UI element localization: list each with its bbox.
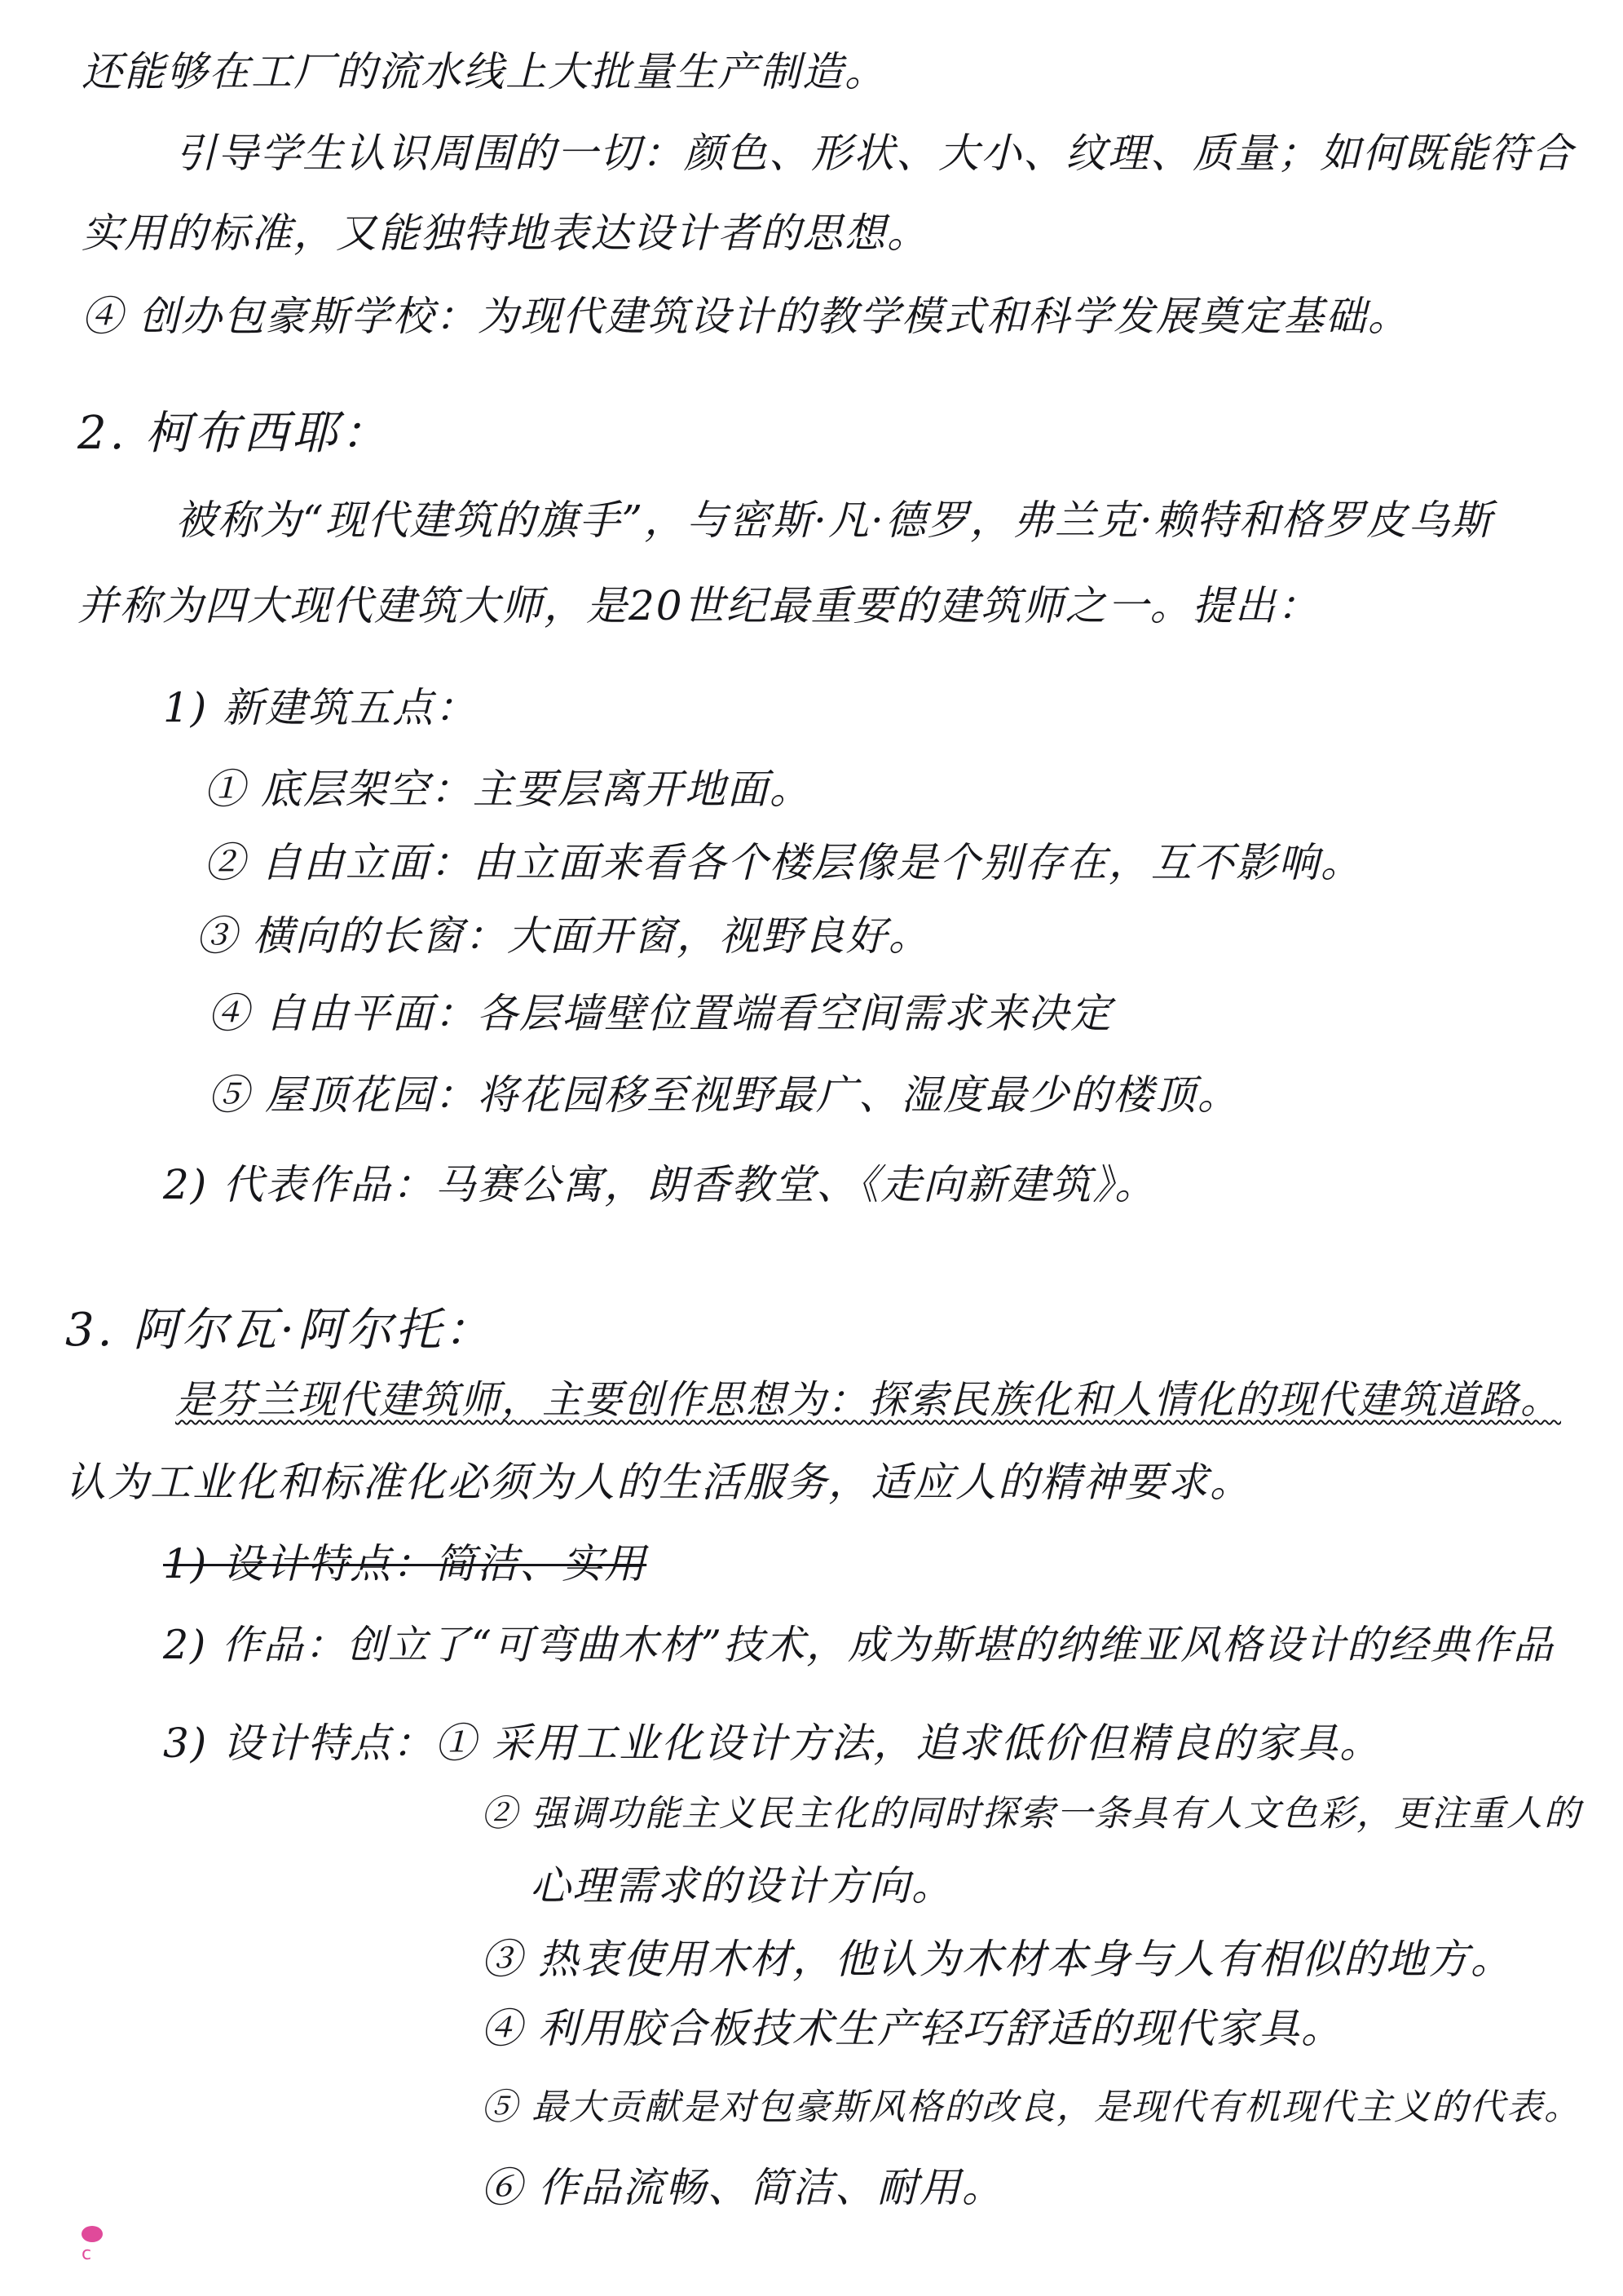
text-line: ④ 创办包豪斯学校：为现代建筑设计的教学模式和科学发展奠定基础。 [82,293,1410,340]
section-heading: 2. 柯布西耶： [77,407,390,460]
text-line: 实用的标准，又能独特地表达设计者的思想。 [82,210,929,257]
pink-mark [82,2226,103,2242]
list-item: ① 底层架空：主要层离开地面。 [204,766,812,813]
list-item: ⑥ 作品流畅、简洁、耐用。 [481,2164,1004,2211]
text-line: 引导学生认识周围的一切：颜色、形状、大小、纹理、质量；如何既能符合 [175,130,1574,177]
list-item: ④ 自由平面：各层墙壁位置端看空间需求来决定 [208,990,1113,1037]
subheading: 2) 作品：创立了“可弯曲木材”技术，成为斯堪的纳维亚风格设计的经典作品 [163,1622,1555,1668]
subheading: 3) 设计特点：① 采用工业化设计方法，追求低价但精良的家具。 [163,1720,1383,1767]
list-item: ⑤ 最大贡献是对包豪斯风格的改良，是现代有机现代主义的代表。 [481,2086,1581,2128]
text-line: 并称为四大现代建筑大师，是20世纪最重要的建筑师之一。提出： [77,582,1320,629]
subheading: 2) 代表作品：马赛公寓，朗香教堂、《走向新建筑》。 [163,1161,1158,1208]
list-item-continuation: 心理需求的设计方向。 [530,1862,954,1910]
section-heading: 3. 阿尔瓦·阿尔托： [65,1304,494,1357]
list-item: ② 自由立面：由立面来看各个楼层像是个别存在，互不影响。 [204,839,1363,886]
mark-label: c [82,2244,92,2264]
text-line: 认为工业化和标准化必须为人的生活服务，适应人的精神要求。 [65,1459,1252,1506]
text-line: 被称为“现代建筑的旗手”，与密斯·凡·德罗，弗兰克·赖特和格罗皮乌斯 [175,497,1493,544]
text-line [175,1378,1561,1423]
text-line: 还能够在工厂的流水线上大批量生产制造。 [82,48,887,95]
list-item: ③ 热衷使用木材，他认为木材本身与人有相似的地方。 [481,1936,1513,1983]
struck-line: 1) 设计特点：简洁、实用 [163,1540,647,1587]
list-item: ③ 横向的长窗：大面开窗，视野良好。 [196,912,931,960]
subheading: 1) 新建筑五点： [163,684,478,731]
list-item: ⑤ 屋顶花园：将花园移至视野最广、湿度最少的楼顶。 [208,1071,1240,1119]
wavy-underlined-text: 是芬兰现代建筑师，主要创作思想为：探索民族化和人情化的现代建筑道路。 [175,1377,1562,1423]
list-item: ② 强调功能主义民主化的同时探索一条具有人文色彩，更注重人的 [481,1793,1581,1835]
list-item: ④ 利用胶合板技术生产轻巧舒适的现代家具。 [481,2005,1343,2052]
